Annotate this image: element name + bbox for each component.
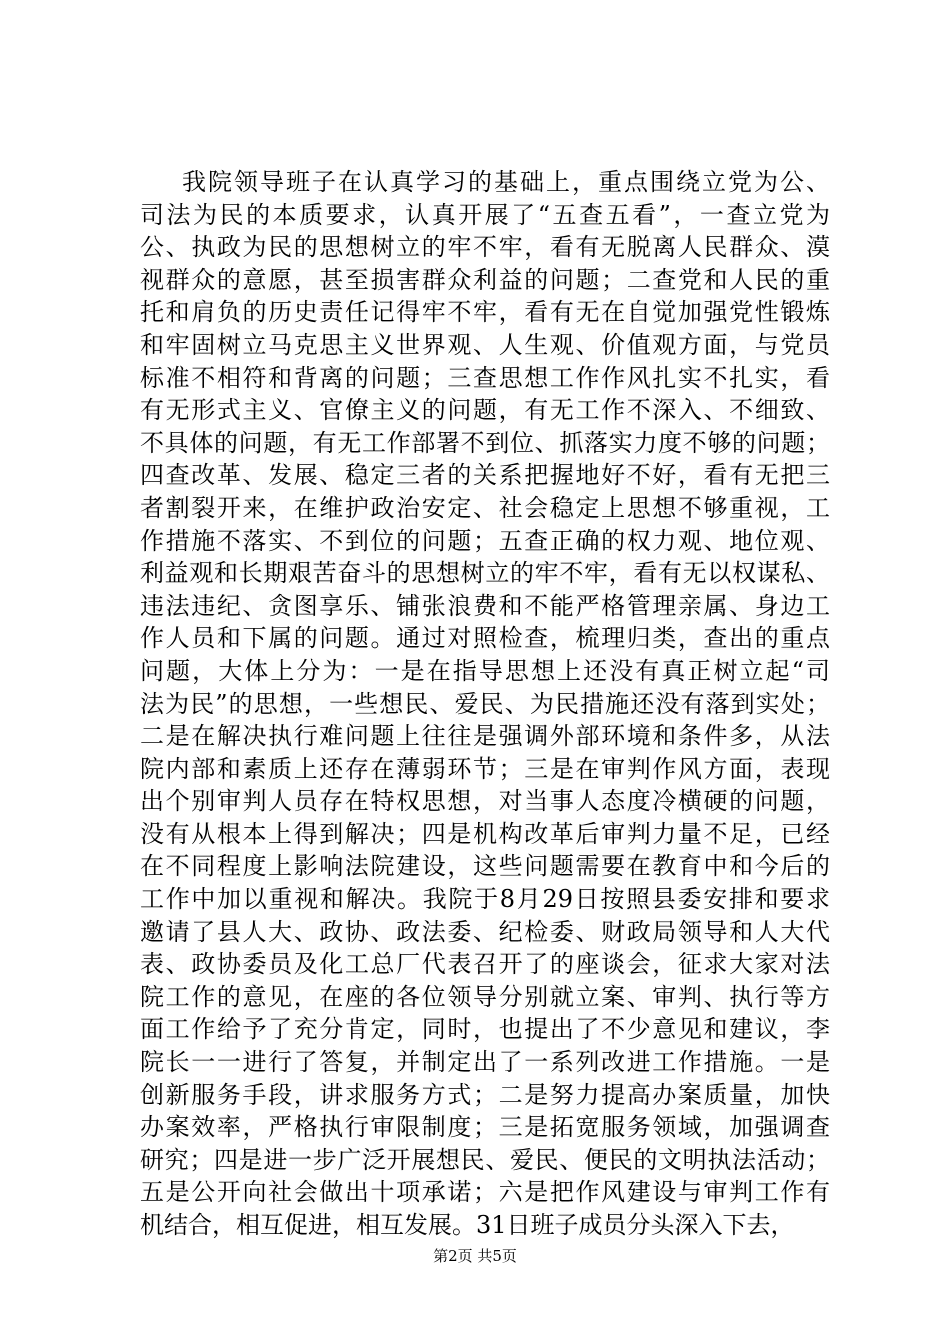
text-line: 研究；四是进一步广泛开展想民、爱民、便民的文明执法活动； <box>140 1145 830 1174</box>
text-line: 面工作给予了充分肯定，同时，也提出了不少意见和建议，李 <box>140 1015 830 1044</box>
page-number-footer: 第2页 共5页 <box>433 1247 517 1265</box>
text-line: 我院领导班子在认真学习的基础上，重点围绕立党为公、 <box>182 168 830 196</box>
text-line: 作人员和下属的问题。通过对照检查，梳理归类，查出的重点 <box>140 624 830 653</box>
text-line: 二是在解决执行难问题上往往是强调外部环境和条件多，从法 <box>140 722 830 751</box>
text-line: 没有从根本上得到解决；四是机构改革后审判力量不足，已经 <box>140 819 830 848</box>
text-line: 五是公开向社会做出十项承诺；六是把作风建设与审判工作有 <box>140 1178 830 1207</box>
text-line: 工作中加以重视和解决。我院于8月29日按照县委安排和要求 <box>140 885 830 914</box>
body-paragraph <box>140 166 830 1242</box>
text-line: 不具体的问题，有无工作部署不到位、抓落实力度不够的问题； <box>140 428 830 457</box>
text-line: 利益观和长期艰苦奋斗的思想树立的牢不牢，看有无以权谋私、 <box>140 559 830 588</box>
text-line: 公、执政为民的思想树立的牢不牢，看有无脱离人民群众、漠 <box>140 233 830 262</box>
text-line: 违法违纪、贪图享乐、铺张浪费和不能严格管理亲属、身边工 <box>140 591 830 620</box>
text-line: 办案效率，严格执行审限制度；三是拓宽服务领域，加强调查 <box>140 1113 830 1142</box>
text-line: 在不同程度上影响法院建设，这些问题需要在教育中和今后的 <box>140 852 830 881</box>
text-line: 视群众的意愿，甚至损害群众利益的问题；二查党和人民的重 <box>140 265 830 294</box>
text-line: 和牢固树立马克思主义世界观、人生观、价值观方面，与党员 <box>140 330 830 359</box>
text-line: 表、政协委员及化工总厂代表召开了的座谈会，征求大家对法 <box>140 950 830 979</box>
text-line: 司法为民的本质要求，认真开展了“五查五看”，一查立党为 <box>140 200 830 229</box>
text-line: 出个别审判人员存在特权思想，对当事人态度冷横硬的问题， <box>140 787 830 816</box>
text-line: 四查改革、发展、稳定三者的关系把握地好不好，看有无把三 <box>140 461 830 490</box>
text-line: 机结合，相互促进，相互发展。31日班子成员分头深入下去， <box>140 1211 795 1239</box>
text-line: 院内部和素质上还存在薄弱环节；三是在审判作风方面，表现 <box>140 754 830 783</box>
text-line: 有无形式主义、官僚主义的问题，有无工作不深入、不细致、 <box>140 396 830 425</box>
text-line: 院工作的意见，在座的各位领导分别就立案、审判、执行等方 <box>140 982 830 1011</box>
text-line: 邀请了县人大、政协、政法委、纪检委、财政局领导和人大代 <box>140 917 830 946</box>
text-line: 托和肩负的历史责任记得牢不牢，看有无在自觉加强党性锻炼 <box>140 298 830 327</box>
text-line: 法为民”的思想，一些想民、爱民、为民措施还没有落到实处； <box>140 689 830 718</box>
text-line: 作措施不落实、不到位的问题；五查正确的权力观、地位观、 <box>140 526 830 555</box>
text-line: 标准不相符和背离的问题；三查思想工作作风扎实不扎实，看 <box>140 363 830 392</box>
text-line: 者割裂开来，在维护政治安定、社会稳定上思想不够重视，工 <box>140 493 830 522</box>
text-line: 创新服务手段，讲求服务方式；二是努力提高办案质量，加快 <box>140 1080 830 1109</box>
text-line: 问题，大体上分为：一是在指导思想上还没有真正树立起“司 <box>140 656 830 685</box>
text-line: 院长一一进行了答复，并制定出了一系列改进工作措施。一是 <box>140 1048 830 1077</box>
